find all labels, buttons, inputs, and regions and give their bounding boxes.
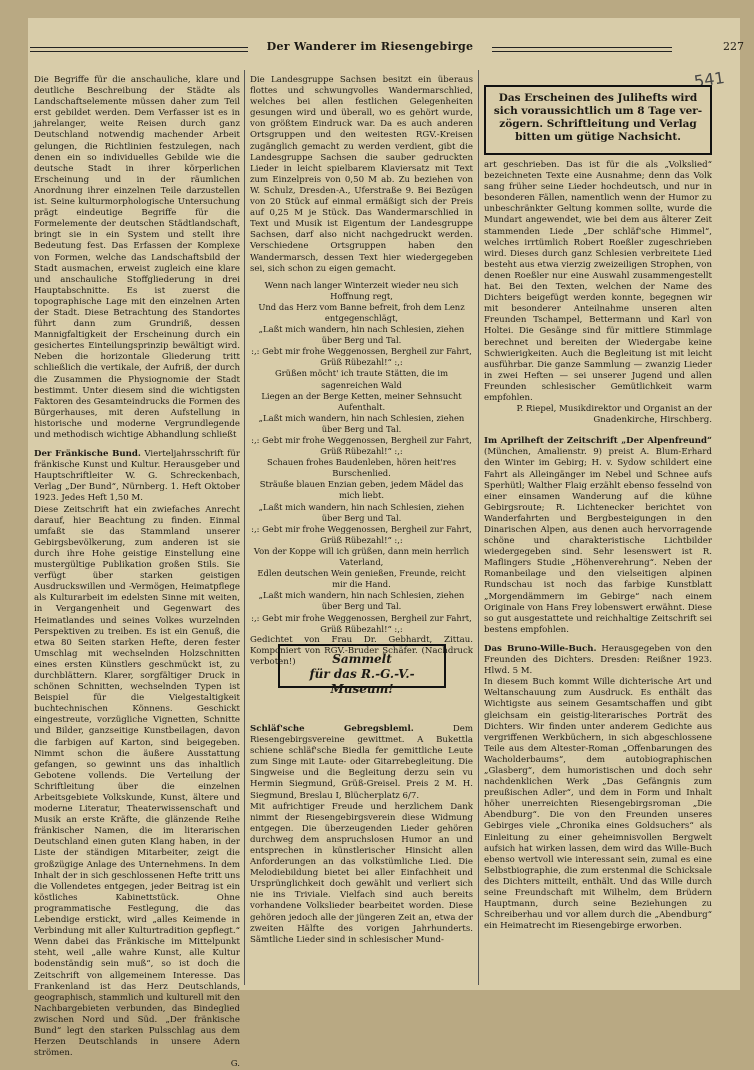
museum-appeal-box	[278, 644, 446, 696]
review-heading-gebregsbleml: Schläf'sche Gebregsbleml.	[250, 723, 414, 734]
col2-paragraph-2	[250, 724, 473, 802]
col2-paragraph-1: Die Landesgruppe Sachsen besitzt ein überaus flottes und schwungvolles Wandermarschlied, welches bei allen festlichen Gelegenheiten gesungen wird und überall, wo es gehört wurde, von größtem Eindruck war. Da es auch anderen Ortsgruppen und den weitesten RGV.-Kreisen zugänglich gemacht zu werden verdient, gibt die Landesgruppe Sachsen die sauber gedruckten Lieder in leicht spielbarem Klaviersatz mit Text zum Einzelpreis von 0,50 M ab. Zu beziehen von W. Schulz, Dresden-A., Uferstraße 9. Bei Bezügen von 20 Stück auf einmal ermäßigt sich der Preis auf 0,25 M je Stück. Das Wandermarschlied in Text und Musik ist Eigentum der Landesgruppe Sachsen, darf also nicht nachgedruckt werden. Verschiedene Ortsgruppen haben den Wandermarsch, dessen Text hier wiedergegeben sei, sich schon zu eigen gemacht.	[250, 75, 473, 274]
notice-line-4: bitten um gütige Nachsicht.	[515, 131, 681, 143]
page-title: Der Wanderer im Riesengebirge	[266, 40, 474, 53]
column-right	[484, 160, 712, 932]
column-divider-1	[244, 70, 245, 985]
verse-line: :,: Gebt mir frohe Weggenossen, Bergheil zur Fahrt, Grüß Rübezahl!“ :,:	[251, 612, 472, 634]
notice-box	[484, 85, 712, 155]
col1-paragraph-3: Diese Zeitschrift hat ein zwiefaches Anrecht darauf, hier Beachtung zu finden. Einmal umfaßt sie das Stammland unserer Gebirgsbevölkerung, zum anderen ist sie durch ihre Hohe geistige Einstellung eine mustergültige Publikation großen Stils. Sie verfügt über starken geistigen Ausdruckswillen und -Vermögen, Heimatpflege als Kulturarbeit im edelsten Sinne mit weiten, in Vergangenheit und Gegenwart des Heimatlandes und seines Volkes wurzelnden Perspektiven zu treiben. Es ist ein Genuß, die etwa 80 Seiten starken Hefte, deren fester Umschlag mit wechselnden Holzschnitten eines ersten Künstlers geschmückt ist, zu durchblättern. Klarer, sorgfältiger Druck in schönen Schnitten, wechselnden Typen ist Beispiel für die Vielgestaltigkeit buchtechnischen Könnens. Geschickt eingestreute, vorzügliche Vignetten, Schnitte und Bilder, ganzseitige Kunstbeilagen, davon die farbigen auf Karton, sind beigegeben. Nimmt schon die äußere Ausstattung gefangen, so gewinnt uns das inhaltlich Gebotene vollends. Die Verteilung der Schriftleitung über die einzelnen Arbeitsgebiete Volkskunde, Kunst, ältere und moderne Literatur, Theaterwissenschaft und Musik an erste Kräfte, die glänzende Reihe fränkischer Namen, die im literarischen Deutschland einen guten Klang haben, in der Liste der ständigen Mitarbeiter, zeigt die großzügige Anlage des Unternehmens. In dem Inhalt der in sich geschlossenen Hefte tritt uns die Vollendetes entgegen, jeder Beitrag ist ein köstliches Kabinettstück. Ohne programmatische Festlegung, die das Lebendige erstickt, wird „alles Keimende in Verbindung mit aller Kulturtradition gepflegt.“ Wenn dabei das Fränkische im Mittelpunkt steht, weil „alle wahre Kunst, alle Kultur bodenständig sein muß“, so ist doch die Zeitschrift von allgemeinem Interesse. Das Frankenland ist das Herz Deutschlands, geographisch, stammlich und kulturell mit den Nachbargebieten verbunden, das Bindeglied zwischen Nord und Süd. „Der fränkische Bund“ legt den starken Pulsschlag aus dem Herzen Deutschlands in unsere Adern strömen.	[34, 504, 240, 1059]
review-meta-fraenkischer-bund: Vierteljahrsschrift für fränkische Kunst und Kultur. Herausgeber und Hauptschriftleiter W. G. Schreckenbach, Verlag „Der Bund“, Nürnberg. 1. Heft Oktober 1923. Jedes Heft 1,50 M.	[34, 449, 240, 504]
page-header	[30, 40, 744, 56]
review-heading-fraenkischer-bund: Der Fränkische Bund.	[34, 449, 141, 460]
column-left	[34, 75, 240, 1070]
verse-line: Und das Herz vom Banne befreit, froh dem Lenz entgegenschlägt,	[258, 301, 465, 323]
col3-paragraph-2	[484, 436, 712, 636]
header-rule-left	[30, 47, 248, 52]
review-body-gebregsbleml: Dem Riesengebirgsvereine gewittmet. A Bukettla schiene schläf'sche Biedla fer gemittliche Leute zum Singe mit Laute- oder Gitarrebegleitung. Die Singweise und die Begleitung derzu sein vu Hermin Siegmund, Grüß-Greisel. Preis 2 M. H. Siegmund, Breslau I, Blücherplatz 6/7.	[250, 723, 474, 801]
verse-line: :,: Gebt mir frohe Weggenossen, Bergheil zur Fahrt, Grüß Rübezahl!“ :,:	[251, 435, 472, 457]
col3-paragraph-1: art geschrieben. Das ist für die als „Volkslied“ bezeichneten Texte eine Ausnahme; denn das Volk sang früher seine Lieder hochdeutsch, und nur in besonderen Fällen, namentlich wenn der Humor zu unbeschränkter Geltung kommen sollte, wurde die Mundart angewendet, wie bei dem aus älterer Zeit stammenden Liede „Der schläf'sche Himmel“, welches irrtümlich Robert Roeßler zugeschrieben wird. Dieses durch ganz Schlesien verbreitete Lied besteht aus etwa vierzig zweizeiligen Strophen, von denen Roeßler nur eine Auswahl zusammengestellt hat. Bei den Texten, welchen der Name des Dichters beigefügt werden konnte, begegnen wir mit besonderer Anteilnahme unseren alten Freunden Tschampel, Bettermann und Karl von Holtei. Die Gesänge sind für mittlere Stimmlage berechnet und bereiten der Wiedergabe keine Schwierigkeiten. Auch die Begleitung ist mit leicht ausführbar. Die ganze Sammlung — zwanzig Lieder in zwei Heften — sei unserer Jugend und allen Freunden schlesischer Gemütlichkeit warm empfohlen.	[484, 160, 712, 403]
col1-signature: G.	[230, 1059, 240, 1070]
review-heading-wille-buch: Das Bruno-Wille-Buch.	[484, 643, 597, 654]
column-middle	[250, 75, 473, 946]
col2-paragraph-3: Mit aufrichtiger Freude und herzlichem Dank nimmt der Riesengebirgsverein diese Widmung entgegen. Die überzeugenden Lieder gehören durchweg dem anspruchslosen Humor an und entsprechen in künstlerischer Hinsicht allen Anforderungen an das volkstümliche Lied. Die Melodiebildung bietet bei aller Einfachheit und Ursprünglichkeit doch gewählt und verliert sich nie ins Triviale. Vielfach sind auch bereits vorhandene Volkslieder bearbeitet worden. Diese gehören jedoch alle der jüngeren Zeit an, etwa der zweiten Hälfte des vorigen Jahrhunderts. Sämtliche Lieder sind in schlesischer Mund-	[250, 801, 473, 945]
verse-line: Sträuße blauen Enzian geben, jedem Mädel das mich liebt.	[259, 479, 464, 501]
verse-line: „Laßt mich wandern, hin nach Schlesien, ziehen über Berg und Tal.	[258, 501, 465, 523]
verse-line: Liegen an der Berge Ketten, meiner Sehnsucht Aufenthalt.	[261, 390, 462, 412]
page-number: 227	[723, 40, 744, 53]
verse-line: :,: Gebt mir frohe Weggenossen, Bergheil zur Fahrt, Grüß Rübezahl!“ :,:	[251, 346, 472, 368]
verse-line: Von der Koppe will ich grüßen, dann mein herrlich Vaterland,	[253, 545, 470, 568]
verse-line: „Laßt mich wandern, hin nach Schlesien, ziehen über Berg und Tal.	[258, 324, 465, 346]
notice-line-1: Das Erscheinen des Julihefts wird	[498, 92, 698, 104]
col3-paragraph-4: In diesem Buch kommt Wille dichterische Art und Weltanschauung zum Ausdruck. Es enthält das Wichtigste aus seinem Gesamtschaffen und gibt gleichsam ein geistig-literarisches Porträt des Dichters. Wir finden unter anderem Gedichte aus vergriffenen Werkbüchern, in sich abgeschlossene Teile aus dem Altester-Roman „Offenbarungen des Wacholderbaums“, dem autobiographischen „Glasberg“, dem humoristischen und doch sehr nachdenklichen Werk „Das Gefängnis zum preußischen Adler“, und dem in Form und Inhalt höher unerreichten Riesengebirgsroman „Die Abendburg“. Die von den Freunden unseres Gebirges viele „Chronika eines Goldsuchers“ als Einleitung zu einer geheimnisvollen Bergwelt aufsich hat wirken lassen, dem wird das Wille-Buch ebenso wertvoll wie interessant sein, zumal es eine Selbstbiographie, die zum erstenmal die Schicksale des Dichters mitteilt, enthält. Und das Wille durch seine Freundschaft mit Wilhelm, dem Brüdern Hauptmann, durch seine Beziehungen zu Schreiberhau und vor allem durch die „Abendburg“ ein Heimatrecht im Riesengebirge erworben.	[484, 677, 712, 932]
handwritten-number: 541	[692, 67, 726, 92]
header-rule-right	[492, 47, 672, 52]
museum-appeal-line-2: für das R.-G.-V.-Museum!	[309, 667, 415, 696]
verse-line: „Laßt mich wandern, hin nach Schlesien, ziehen über Berg und Tal.	[258, 590, 465, 612]
col3-signature: P. Riepel, Musikdirektor und Organist an der Gnadenkirche, Hirschberg.	[516, 404, 712, 426]
col1-paragraph-2	[34, 449, 240, 504]
review-meta-wille-buch: Herausgegeben von den Freunden des Dichters. Dresden: Reißner 1923. Hlwd. 5 M.	[484, 643, 713, 677]
review-body-alpenfreund: (München, Amalienstr. 9) preist A. Blum-Erhard den Winter im Gebirg; H. v. Sydow schildert eine Fahrt als Alleingänger im Nebel und Schnee aufs Sperhütl; Walther Flaig erzählt ebenso fesselnd von einer einsamen Wanderung auf die kühne Gebirgsroute; R. Lichtenecker berichtet von Wanderfahrten und Bergbesteigungen in den Dinarischen Alpen, aus denen auch hervorragende schöne und charakteristische Lichtbilder wiedergegeben sind. Sehr lesenswert ist R. Maflingers Studie „Höhenverehrung“. Neben der Romanbeilage und den vielseitigen alpinen Rundschau ist noch das farbige Kunstblatt „Morgendämmern im Gebirge“ nach einem Originale von Hans Frey lobenswert erwähnt. Diese so gut ausgestattete und reichhaltige Zeitschrift sei bestens empfohlen.	[484, 447, 712, 635]
verse-line: Grüßen möcht' ich traute Stätten, die im sagenreichen Wald	[274, 368, 449, 390]
song-lyrics	[250, 280, 473, 635]
notice-line-3: zögern. Schriftleitung und Verlag	[499, 118, 697, 130]
col3-paragraph-3	[484, 644, 712, 677]
verse-line: Edlen deutschen Wein genießen, Freunde, reicht mir die Hand.	[257, 568, 466, 590]
song-credit: Gedichtet von Frau Dr. Gebhardt, Zittau. Komponiert von RGV.-Bruder Schäfer. (Nachdruck verboten!)	[250, 634, 473, 667]
verse-line: Schauen frohes Baudenleben, hören heit'res Burschenlied.	[266, 457, 456, 479]
review-heading-alpenfreund: Im Aprilheft der Zeitschrift „Der Alpenfreund“	[484, 436, 712, 447]
verse-line: Wenn nach langer Winterzeit wieder neu sich Hoffnung regt,	[264, 279, 459, 301]
col1-paragraph-1: Die Begriffe für die anschauliche, klare und deutliche Beschreibung der Städte als Landschaftselemente müssen daher zum Teil erst gebildet werden. Dem Verfasser ist es in jahrelanger, weite Reisen durch ganz Deutschland notwendig machender Arbeit gelungen, die Richtlinien festzulegen, nach denen ein so individuelles Gebilde wie die deutsche Stadt in ihrer körperlichen Erscheinung und in der räumlichen Anordnung ihrer einzelnen Teile darzustellen ist. Seine kulturmorphologische Untersuchung prägt eindeutige Begriffe für die Formelemente der deutschen Städtlandschaft, bringt sie in ein System und stellt ihre Bedeutung fest. Das Erfassen der Komplexe von Formen, welche das Landschaftsbild der Stadt ausmachen, erweist zugleich eine klare und anschauliche Stoffgliederung in drei Hauptabschnitte. Es ist zuerst die topographische Lage mit den einzelnen Arten der Stadt. Diese Betrachtung des Standortes führt dann zum Grundriß, dessen Mannigfaltigkeit der Erscheinung durch ein gesichertes Einteilungsprinzip bewältigt wird. Neben die horizontale Gliederung tritt schließlich die vertikale, der Aufriß, der durch die Zusammen die Physiognomie der Stadt bestimmt. Unter diesem sind die wichtigsten Faktoren des Gesamteindrucks die Formen des Bürgerhauses, mit deren Aufstellung in historische und moderne Vergrundlegende und methodisch wichtige Abhandlung schließt	[34, 75, 240, 440]
museum-appeal-line-1: Sammelt	[332, 652, 392, 666]
verse-line: :,: Gebt mir frohe Weggenossen, Bergheil zur Fahrt, Grüß Rübezahl!“ :,:	[251, 523, 472, 545]
verse-line: „Laßt mich wandern, hin nach Schlesien, ziehen über Berg und Tal.	[258, 412, 465, 434]
column-divider-2	[478, 70, 479, 985]
notice-line-2: sich voraussichtlich um 8 Tage ver-	[493, 105, 703, 117]
